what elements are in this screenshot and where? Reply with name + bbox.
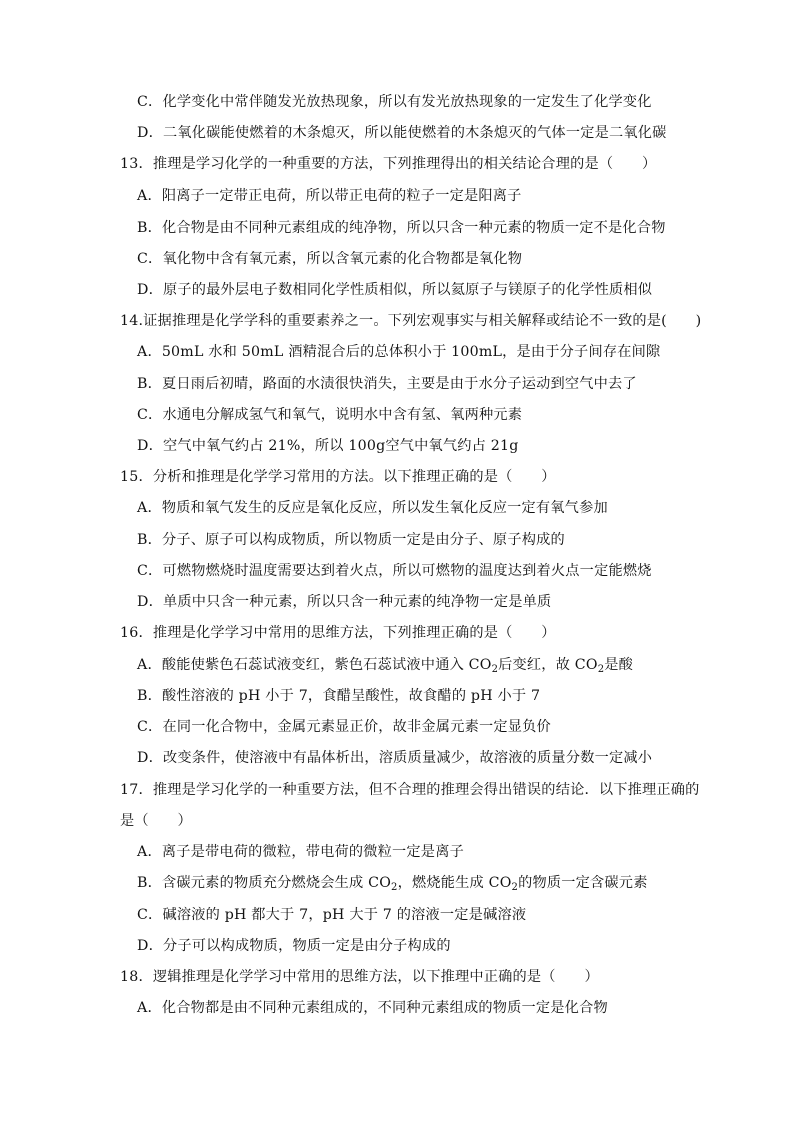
question-stem: 17．推理是学习化学的一种重要方法，但不合理的推理会得出错误的结论．以下推理正确的 [120, 782, 700, 798]
answer-option: B．化合物是由不同种元素组成的纯净物，所以只含一种元素的物质一定不是化合物 [137, 220, 666, 236]
answer-option: C．氧化物中含有氧元素，所以含氧元素的化合物都是氧化物 [137, 251, 523, 267]
answer-option: C．化学变化中常伴随发光放热现象，所以有发光放热现象的一定发生了化学变化 [137, 94, 652, 110]
answer-option: C．碱溶液的 pH 都大于 7，pH 大于 7 的溶液一定是碱溶液 [137, 907, 527, 923]
answer-option: B．酸性溶液的 pH 小于 7，食醋呈酸性，故食醋的 pH 小于 7 [137, 688, 541, 704]
question-stem: 13．推理是学习化学的一种重要的方法，下列推理得出的相关结论合理的是（ ） [120, 156, 657, 172]
question-stem: 16．推理是化学学习中常用的思维方法，下列推理正确的是（ ） [120, 625, 556, 641]
answer-option: A．化合物都是由不同种元素组成的，不同种元素组成的物质一定是化合物 [137, 1000, 608, 1016]
answer-option: A．酸能使紫色石蕊试液变红，紫色石蕊试液中通入 $CO_2$后变红，故 $CO_2$是酸 [137, 657, 634, 675]
question-stem: 14.证据推理是化学学科的重要素养之一。下列宏观事实与相关解释或结论不一致的是( ) [120, 313, 702, 329]
answer-option: D．分子可以构成物质，物质一定是由分子构成的 [137, 938, 451, 954]
answer-option: D．空气中氧气约占 21%，所以 100g空气中氧气约占 21g [137, 438, 519, 454]
answer-option: B．夏日雨后初晴，路面的水渍很快消失，主要是由于水分子运动到空气中去了 [137, 376, 637, 392]
answer-option: A．离子是带电荷的微粒，带电荷的微粒一定是离子 [137, 844, 464, 860]
answer-option: C．可燃物燃烧时温度需要达到着火点，所以可燃物的温度达到着火点一定能燃烧 [137, 563, 652, 579]
answer-option: B．含碳元素的物质充分燃烧会生成 $CO_2$，燃烧能生成 $CO_2$的物质一定含碳元素 [137, 875, 648, 893]
answer-option: D．原子的最外层电子数相同化学性质相似，所以氦原子与镁原子的化学性质相似 [137, 282, 653, 298]
question-stem: 18．逻辑推理是化学学习中常用的思维方法，以下推理中正确的是（ ） [120, 969, 599, 985]
answer-option: C．在同一化合物中，金属元素显正价，故非金属元素一定显负价 [137, 719, 551, 735]
answer-option: A．阳离子一定带正电荷，所以带正电荷的粒子一定是阳离子 [137, 188, 522, 204]
question-stem: 是（ ） [120, 813, 192, 829]
answer-option: B．分子、原子可以构成物质，所以物质一定是由分子、原子构成的 [137, 532, 565, 548]
question-stem: 15．分析和推理是化学学习常用的方法。以下推理正确的是（ ） [120, 469, 556, 485]
answer-option: D．单质中只含一种元素，所以只含一种元素的纯净物一定是单质 [137, 594, 552, 610]
answer-option: D．二氧化碳能使燃着的木条熄灭，所以能使燃着的木条熄灭的气体一定是二氧化碳 [137, 125, 667, 141]
answer-option: D．改变条件，使溶液中有晶体析出，溶质质量减少，故溶液的质量分数一定减小 [137, 750, 653, 766]
answer-option: A．物质和氧气发生的反应是氧化反应，所以发生氧化反应一定有氧气参加 [137, 500, 608, 516]
answer-option: A．50mL 水和 50mL 酒精混合后的总体积小于 100mL，是由于分子间存在间隙 [137, 344, 661, 360]
answer-option: C．水通电分解成氢气和氧气，说明水中含有氢、氧两种元素 [137, 407, 523, 423]
